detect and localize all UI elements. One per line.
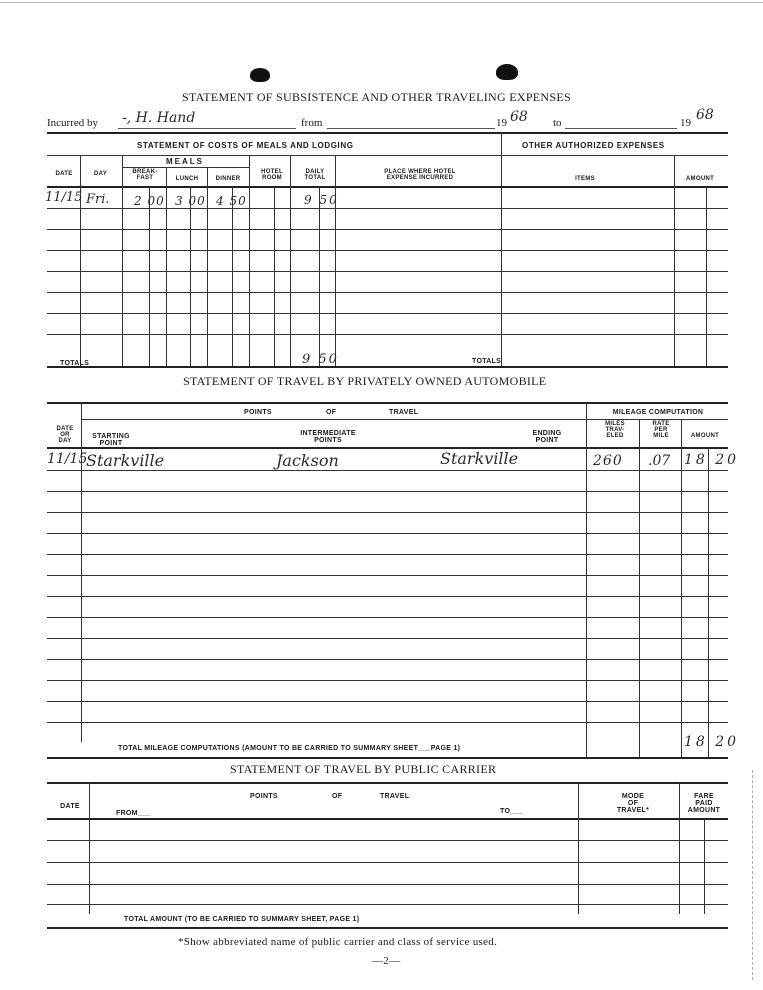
year-to: 68 <box>696 107 714 123</box>
col-amount: AMOUNT <box>685 176 715 182</box>
carrier-total-label: TOTAL AMOUNT (TO BE CARRIED TO SUMMARY SHEET, PAGE 1) <box>124 916 360 923</box>
incurred-by-value: -, H. Hand <box>122 110 196 126</box>
auto-col-amount: AMOUNT <box>690 433 720 439</box>
col-items: ITEMS <box>575 176 595 182</box>
auto-total-label: TOTAL MILEAGE COMPUTATIONS (AMOUNT TO BE CARRIED TO SUMMARY SHEET___PAGE 1) <box>118 745 461 752</box>
meals-lodging-heading: STATEMENT OF COSTS OF MEALS AND LODGING <box>137 141 354 150</box>
auto-intermediate: Jackson <box>276 451 339 470</box>
auto-ending: Starkville <box>440 449 519 468</box>
carrier-travel-label: TRAVEL <box>380 793 410 800</box>
year-prefix-to: 19 <box>680 117 691 129</box>
carrier-points-label: POINTS <box>250 793 278 800</box>
col-day: DAY <box>93 171 108 177</box>
from-label: from <box>301 117 323 129</box>
meal-date: 11/15 <box>45 190 83 205</box>
footnote: *Show abbreviated name of public carrier and class of service used. <box>178 936 498 948</box>
meal-lunch: 3 00 <box>175 194 206 208</box>
auto-col-intermediate: INTERMEDIATE POINTS <box>300 430 356 444</box>
incurred-by-label: Incurred by <box>47 117 99 129</box>
punch-hole-left <box>250 68 270 82</box>
auto-travel-heading: STATEMENT OF TRAVEL BY PRIVATELY OWNED AUTOMOBILE <box>183 374 547 388</box>
public-carrier-heading: STATEMENT OF TRAVEL BY PUBLIC CARRIER <box>230 762 497 776</box>
col-date: DATE <box>55 171 73 177</box>
col-dinner: DINNER <box>215 176 241 182</box>
col-meals: MEALS <box>166 157 204 166</box>
meal-daily-total: 9 50 <box>304 193 339 207</box>
year-from: 68 <box>510 109 528 125</box>
auto-amount: 18 20 <box>684 452 740 468</box>
auto-starting: Starkville <box>86 451 165 470</box>
auto-rate: .07 <box>648 453 671 469</box>
meal-breakfast: 2 00 <box>134 194 165 208</box>
carrier-col-mode: MODE OF TRAVEL* <box>616 793 650 814</box>
carrier-col-fare: FARE PAID AMOUNT <box>687 793 721 814</box>
col-daily-total: DAILY TOTAL <box>304 169 326 181</box>
auto-col-rate: RATE PER MILE <box>652 421 670 439</box>
year-prefix-from: 19 <box>496 117 507 129</box>
auto-travel-label: TRAVEL <box>389 409 419 416</box>
carrier-from-label: FROM___ <box>116 810 151 817</box>
other-expenses-heading: OTHER AUTHORIZED EXPENSES <box>522 141 665 150</box>
auto-of-label: OF <box>326 409 337 416</box>
auto-col-ending: ENDING POINT <box>532 430 562 444</box>
col-breakfast: BREAK- FAST <box>132 169 158 181</box>
carrier-of-label: OF <box>332 793 343 800</box>
carrier-col-date: DATE <box>60 803 80 810</box>
auto-total-value: 18 20 <box>684 734 740 750</box>
auto-date: 11/15 <box>47 451 88 467</box>
mileage-heading: MILEAGE COMPUTATION <box>612 409 704 416</box>
totals-label: TOTALS <box>60 360 90 367</box>
auto-col-miles: MILES TRAV- ELED <box>605 421 625 439</box>
col-place: PLACE WHERE HOTEL EXPENSE INCURRED <box>384 169 456 181</box>
meal-day: Fri. <box>86 192 110 207</box>
auto-col-date: DATE OR DAY <box>56 426 74 444</box>
auto-points-label: POINTS <box>244 409 272 416</box>
totals-label-right: TOTALS <box>472 358 502 365</box>
form-title: STATEMENT OF SUBSISTENCE AND OTHER TRAVELING EXPENSES <box>182 90 571 104</box>
auto-col-starting: STARTING POINT <box>92 433 130 447</box>
auto-miles: 260 <box>593 453 623 469</box>
page-number: —2— <box>372 955 401 967</box>
punch-hole-right <box>496 64 518 80</box>
col-hotel-room: HOTEL ROOM <box>261 169 283 181</box>
meal-total: 9 50 <box>302 352 339 367</box>
col-lunch: LUNCH <box>175 176 199 182</box>
meal-dinner: 4 50 <box>216 194 247 208</box>
to-label: to <box>553 117 562 129</box>
carrier-to-label: TO___ <box>500 808 523 815</box>
